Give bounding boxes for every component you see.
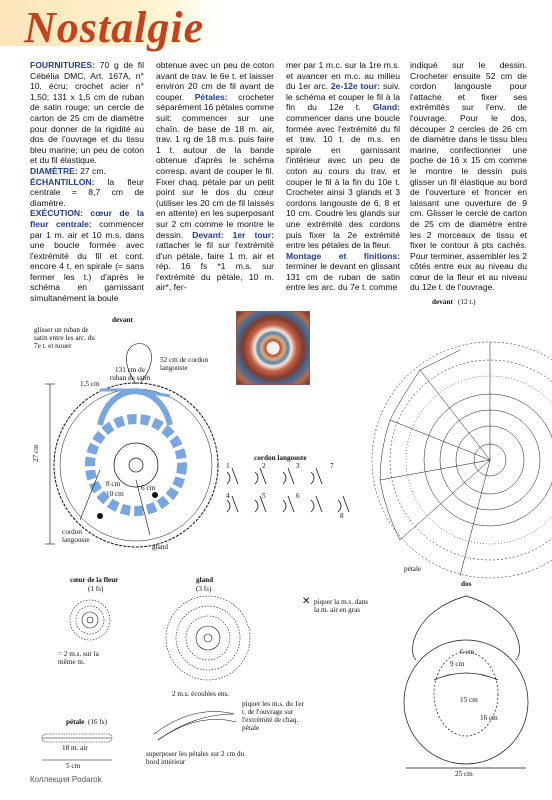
- petale-label-big: pétale: [404, 565, 422, 573]
- petales-label: Pétales:: [194, 91, 228, 102]
- cordon-step-8: 8: [340, 512, 344, 520]
- cordon-step-6: 6: [296, 492, 300, 500]
- montage-label: Montage et finitions:: [286, 250, 400, 261]
- devant-big-diagram: [360, 310, 550, 580]
- gland-note: 2 m.s. écoulées ens.: [172, 690, 230, 698]
- gland-label: Gland:: [372, 102, 400, 113]
- cordon-label: cordon langouste: [62, 528, 90, 544]
- dos-d6: 6 cm: [460, 648, 475, 656]
- d6-label: 6 cm: [141, 484, 156, 492]
- echantillon-label: ÉCHANTILLON:: [30, 176, 95, 187]
- pique-note1: piquer les m.s. du 1er t. de l'ouvrage sur l'extrémité de chaq. pétale: [242, 700, 304, 732]
- ribbon-label: 131 cm de ruban de satin: [109, 366, 151, 382]
- execution-label: EXÉCUTION: cœur de la fleur centrale:: [30, 208, 144, 229]
- echantillon-text: la fleur centrale = 8,7 cm de diamètre.: [30, 176, 144, 208]
- col2-text: obtenue avec un peu de coton avant de trav. le 6e t. et laisser environ 20 cm de fil avant de couper.: [156, 60, 274, 102]
- coeur-title: cœur de la fleur: [70, 576, 119, 584]
- legend-note: piquer la m.s. dans la m. air en gras: [314, 598, 369, 614]
- legend-symbol: ✕: [302, 596, 311, 607]
- col4-text: indiqué sur le dessin. Crocheter ensuite 52 cm de cordon langouste pour l'attache et fixer ses extrémités sur l'env. de l'ouvrage. Pour le dos, découper 2 cercles de 26 cm de diamètre dans le tissu bleu marine, confectionner une poche de 16 x 15 cm comme le montre le dessin puis glisser un fil élastique au bord de l'ouverture et froncer en laissant une ouverture de 9 cm. Glisser le cercle de carton de 25 cm de diamètre entre les 2 morceaux de tissu et fixer le contour à pts cachés. Pour terminer, assembler les 2 côtés entre eux au niveau du cœur de la fleur et au niveau du 12e t. de l'ouvrage.: [410, 60, 527, 293]
- coeur-sub: (1 fs): [88, 585, 104, 593]
- page-title: Nostalgie: [24, 3, 205, 52]
- petale-sub: (16 fs): [88, 718, 107, 726]
- dos-d16: 16 cm: [480, 714, 498, 722]
- text-column-4: [410, 60, 527, 293]
- gland-sub: (3 fs): [196, 585, 212, 593]
- cordon-step-3: 3: [296, 462, 300, 470]
- devant-note: glisser un ruban de satin entre les arc. du 7e t. et nouer: [34, 326, 95, 350]
- coeur-diagram: [60, 596, 120, 646]
- cordon-step-2: 2: [262, 462, 266, 470]
- d8-label: 8 cm: [106, 480, 121, 488]
- cordon-step-4: 4: [226, 492, 230, 500]
- pique-note2: superposer les pétales sur 2 cm du bord intérieur: [146, 750, 245, 766]
- fournitures-text: 70 g de fil Cébélia DMC, Art. 167A, n° 10, écru; crochet acier n° 1,50; 131 x 1,5 cm de ruban de satin rouge; un cercle de carton de 25 cm de diamètre pour donner de la rigidité au dos de l'ouvrage et du tissu bleu marine; un peu de coton et du fil élastique.: [30, 60, 144, 166]
- cordon-step-1: 1: [226, 462, 230, 470]
- h27-label: 27 cm: [32, 444, 40, 462]
- gland-text: commencer dans une boucle formée avec l'extrémité du fil et trav. 10 t. de m.s. en spirale en garnissant l'intérieur avec un peu de coton au cours du trav. et couper le fil à la fin du 10e t. Crocheter ainsi 3 glands et 3 cordons langouste de 6, 8 et 10 cm. Coudre les glands sur une extrémité des cordons puis fixer la 2e extrémité entre les pétales de la fleur.: [286, 112, 400, 251]
- devant-text: rattacher le fil sur l'extrémité d'un pétale, faire 1 m. air et rép. 16 fs *1 m.s. sur l'extrémité du pétale, 10 m. air*, fer-: [156, 240, 274, 293]
- text-column-3: [286, 60, 400, 293]
- cordon-step-7: 7: [330, 462, 334, 470]
- footer-credit: Коллекция Podarok: [30, 775, 102, 784]
- devant-small-title: devant: [112, 316, 133, 324]
- gland-diagram: [158, 592, 258, 688]
- diametre-text: 27 cm.: [77, 165, 106, 176]
- tour-label: 2e-12e tour:: [330, 81, 381, 92]
- devant-big-sub: (12 t.): [458, 298, 476, 306]
- dos-d9: 9 cm: [450, 660, 465, 668]
- dos-diagram: [396, 590, 536, 770]
- header: [0, 0, 552, 58]
- dos-d15: 15 cm: [460, 696, 478, 704]
- devant-big-title: devant: [432, 298, 453, 306]
- text-column-1: [30, 60, 144, 304]
- diametre-label: DIAMÈTRE:: [30, 165, 78, 176]
- petale-air: 18 m. air: [62, 744, 88, 752]
- devant-label: Devant: 1er tour:: [192, 229, 275, 240]
- text-column-2: [156, 60, 274, 293]
- petales-text: crocheter séparément 16 pétales comme suit: commencer sur une chaîn. de base de 18 m. air, trav. 1 rg de 18 m.s. puis faire 1 t. autour de la bande obtenue d'après le schéma corresp. avant de couper le fil. Fixer chaq. pétale par un petit point sur le dos du cœur (utiliser les 20 cm de fil laissés en attente) en les superposant sur 2 cm comme le montre le dessin.: [156, 91, 274, 240]
- d15-label: 1,5 cm: [80, 380, 100, 388]
- coeur-note: = 2 m.s. sur la même m.: [58, 650, 99, 666]
- fournitures-label: FOURNITURES:: [30, 60, 95, 70]
- cordon-step-5: 5: [262, 492, 266, 500]
- col3-text: mer par 1 m.c. sur la 1re m.s. et avancer en m.c. au milieu du 1er arc.: [286, 60, 400, 92]
- devant-small-diagram: [40, 320, 230, 560]
- petale-cm: 5 cm: [66, 762, 81, 770]
- petale-title: pétale: [66, 718, 85, 726]
- gland-title: gland: [196, 576, 214, 584]
- pique-diagram: [150, 704, 250, 754]
- gland-label-small: gland: [152, 543, 168, 551]
- cordon-title: cordon langouste: [254, 454, 307, 462]
- cord-label: 52 cm de cordon langouste: [160, 356, 209, 372]
- tour-text: suiv. le schéma et couper le fil à la fin du 12e t.: [286, 81, 401, 113]
- dos-title: dos: [461, 580, 472, 588]
- d10-label: 10 cm: [106, 490, 124, 498]
- dos-d25: 25 cm: [455, 770, 473, 778]
- montage-text: terminer le devant en glissant 131 cm de ruban de satin entre les arc. du 7e t. comme: [286, 261, 400, 293]
- execution-text: commencer par 1 m. air et 10 m.s. dans une boucle formée avec l'extrémité du fil et cont. encore 4 t. en spirale (= sans fermer les t.) d'après le schéma en garnissant simultanément la boule: [30, 218, 144, 304]
- photo-thumbnail: [236, 311, 310, 385]
